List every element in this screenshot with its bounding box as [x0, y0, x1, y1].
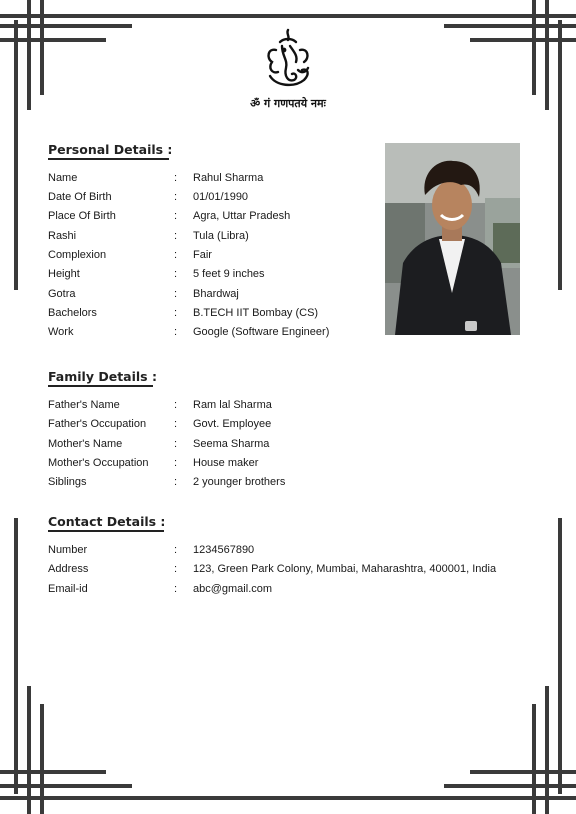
field-value: Ram lal Sharma	[193, 399, 272, 411]
field-label: Father's Occupation	[48, 418, 147, 430]
field-separator: :	[174, 476, 178, 488]
field-separator: :	[174, 418, 178, 430]
heading-underline	[48, 158, 169, 160]
field-label: Email-id	[48, 583, 88, 595]
personal-details-heading: Personal Details :	[48, 142, 173, 157]
profile-photo	[385, 143, 520, 335]
heading-underline	[48, 530, 164, 532]
heading-underline	[48, 385, 153, 387]
field-label: Number	[48, 544, 88, 556]
field-label: Complexion	[48, 249, 107, 261]
field-separator: :	[174, 230, 178, 242]
field-label: Siblings	[48, 476, 87, 488]
field-value: 1234567890	[193, 544, 255, 556]
field-value: B.TECH IIT Bombay (CS)	[193, 307, 319, 319]
field-value: House maker	[193, 457, 259, 469]
family-details-heading: Family Details :	[48, 369, 157, 384]
field-value: Rahul Sharma	[193, 172, 264, 184]
field-separator: :	[174, 249, 178, 261]
field-value: Bhardwaj	[193, 288, 239, 300]
field-separator: :	[174, 544, 178, 556]
field-separator: :	[174, 326, 178, 338]
field-value: 5 feet 9 inches	[193, 268, 265, 280]
field-separator: :	[174, 438, 178, 450]
field-separator: :	[174, 288, 178, 300]
contact-details-heading: Contact Details :	[48, 514, 166, 529]
field-label: Name	[48, 172, 78, 184]
field-value: 2 younger brothers	[193, 476, 286, 488]
field-label: Gotra	[48, 288, 76, 300]
field-label: Rashi	[48, 230, 77, 242]
field-value: Govt. Employee	[193, 418, 272, 430]
field-label: Address	[48, 563, 89, 575]
field-label: Mother's Occupation	[48, 457, 149, 469]
field-label: Work	[48, 326, 74, 338]
field-value: Agra, Uttar Pradesh	[193, 210, 291, 222]
ganesha-icon	[258, 26, 318, 92]
field-label: Date Of Birth	[48, 191, 112, 203]
field-label: Father's Name	[48, 399, 120, 411]
field-value: abc@gmail.com	[193, 583, 273, 595]
field-separator: :	[174, 583, 178, 595]
field-separator: :	[174, 307, 178, 319]
field-label: Mother's Name	[48, 438, 123, 450]
field-value: Google (Software Engineer)	[193, 326, 330, 338]
field-value: Seema Sharma	[193, 438, 270, 450]
field-separator: :	[174, 268, 178, 280]
field-value: Tula (Libra)	[193, 230, 249, 242]
field-separator: :	[174, 210, 178, 222]
field-separator: :	[174, 191, 178, 203]
field-label: Bachelors	[48, 307, 97, 319]
field-value: 123, Green Park Colony, Mumbai, Maharashtra, 400001, India	[193, 563, 497, 575]
field-value: 01/01/1990	[193, 191, 249, 203]
field-label: Height	[48, 268, 80, 280]
field-separator: :	[174, 399, 178, 411]
field-separator: :	[174, 457, 178, 469]
field-value: Fair	[193, 249, 212, 261]
invocation-text: ॐ गं गणपतये नमः	[250, 97, 326, 110]
field-separator: :	[174, 172, 178, 184]
field-separator: :	[174, 563, 178, 575]
field-label: Place Of Birth	[48, 210, 116, 222]
